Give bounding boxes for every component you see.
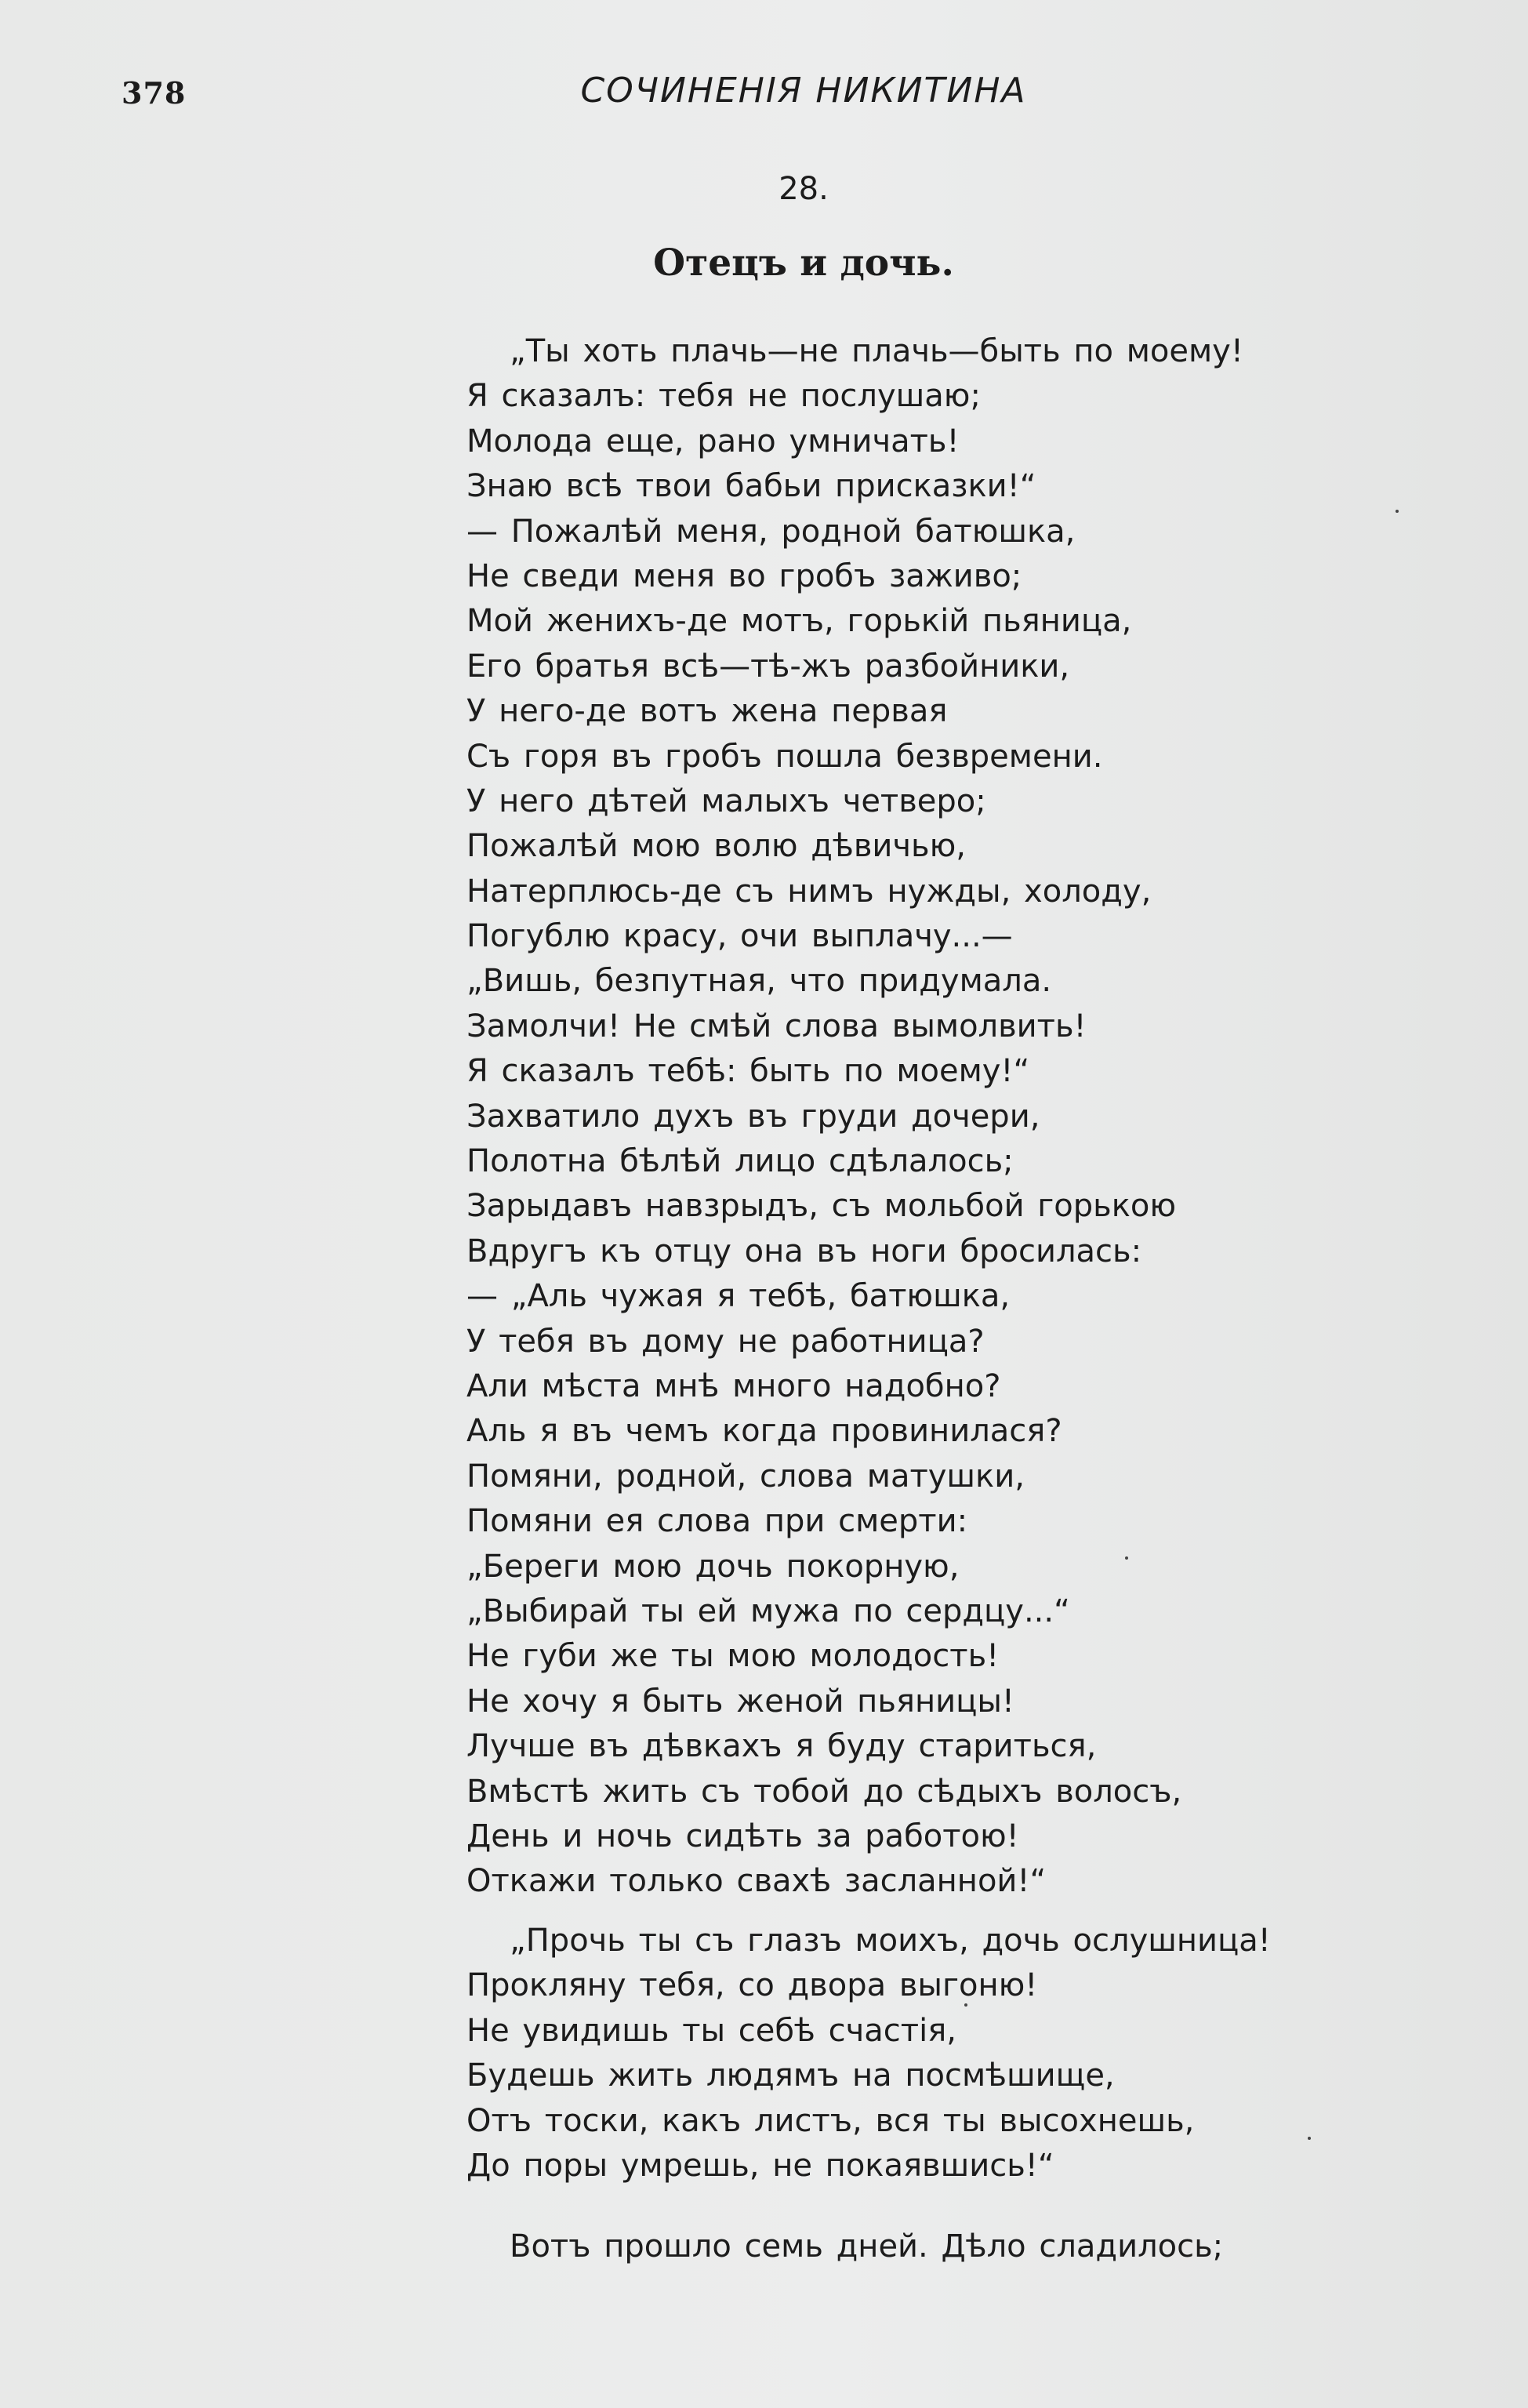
verse-line: Аль я въ чемъ когда провинилася? (466, 1413, 1062, 1450)
verse-line: Не губи же ты мою молодость! (466, 1638, 1000, 1675)
verse-line: Помяни ея слова при смерти: (466, 1503, 968, 1540)
paper-speck (1396, 510, 1399, 513)
verse-line: Замолчи! Не смѣй слова вымолвить! (466, 1008, 1087, 1044)
verse-line: Прокляну тебя, со двора выгоню! (466, 1967, 1038, 2004)
verse-line: Я сказалъ: тебя не послушаю; (466, 378, 981, 415)
verse-line: День и ночь сидѣть за работою! (466, 1818, 1019, 1854)
verse-line: У тебя въ дому не работница? (466, 1323, 985, 1360)
verse-line: Али мѣста мнѣ много надобно? (466, 1367, 1001, 1404)
stanza-2 (466, 1919, 1271, 2188)
paper-speck (964, 2003, 967, 2007)
verse-line: Откажи только свахѣ засланной!“ (466, 1863, 1047, 1900)
page-number: 378 (122, 75, 187, 111)
verse-line: — „Аль чужая я тебѣ, батюшка, (466, 1278, 1011, 1315)
stanza-3 (466, 2225, 1223, 2269)
verse-line: У него дѣтей малыхъ четверо; (466, 783, 986, 819)
poem-number: 28. (779, 171, 829, 207)
verse-line: Не увидишь ты себѣ счастія, (466, 2012, 956, 2049)
running-head: СОЧИНЕНІЯ НИКИТИНА (580, 71, 1027, 111)
verse-line: „Выбирай ты ей мужа по сердцу...“ (466, 1593, 1070, 1629)
verse-line: „Прочь ты съ глазъ моихъ, дочь ослушница! (510, 1923, 1271, 1959)
verse-line: Помяни, родной, слова матушки, (466, 1458, 1025, 1495)
verse-line: Его братья всѣ—тѣ-жъ разбойники, (466, 648, 1070, 685)
verse-line: До поры умрешь, не покаявшись!“ (466, 2147, 1054, 2184)
verse-line: Вдругъ къ отцу она въ ноги бросилась: (466, 1233, 1142, 1269)
verse-line: Мой женихъ-де мотъ, горькій пьяница, (466, 603, 1132, 640)
verse-line: Отъ тоски, какъ листъ, вся ты высохнешь, (466, 2102, 1195, 2139)
verse-line: „Ты хоть плачь—не плачь—быть по моему! (510, 333, 1243, 369)
verse-line: Зарыдавъ навзрыдъ, съ мольбой горькою (466, 1188, 1177, 1225)
verse-line: „Вишь, безпутная, что придумала. (466, 963, 1052, 1000)
verse-line: Погублю красу, очи выплачу...— (466, 918, 1013, 955)
verse-line: Будешь жить людямъ на посмѣшище, (466, 2058, 1115, 2094)
verse-line: Натерплюсь-де съ нимъ нужды, холоду, (466, 873, 1152, 910)
verse-line: Не сведи меня во гробъ заживо; (466, 558, 1022, 594)
verse-line: У него-де вотъ жена первая (466, 693, 948, 730)
verse-line: Лучше въ дѣвкахъ я буду стариться, (466, 1728, 1097, 1765)
verse-line: Знаю всѣ твои бабьи присказки!“ (466, 468, 1036, 505)
stanza-1 (466, 329, 1243, 1905)
verse-line: „Береги мою дочь покорную, (466, 1548, 960, 1585)
verse-line: Не хочу я быть женой пьяницы! (466, 1683, 1014, 1720)
paper-speck (1308, 2137, 1311, 2140)
paper-speck (1125, 1556, 1128, 1560)
poem-title: Отецъ и дочь. (653, 242, 954, 285)
verse-line: Съ горя въ гробъ пошла безвремени. (466, 738, 1103, 775)
verse-line: Пожалѣй мою волю дѣвичью, (466, 828, 966, 865)
verse-line: Молода еще, рано умничать! (466, 423, 960, 459)
verse-line: Вотъ прошло семь дней. Дѣло сладилось; (510, 2228, 1224, 2265)
verse-line: — Пожалѣй меня, родной батюшка, (466, 513, 1076, 550)
verse-line: Я сказалъ тебѣ: быть по моему!“ (466, 1053, 1030, 1090)
verse-line: Полотна бѣлѣй лицо сдѣлалось; (466, 1143, 1014, 1180)
verse-line: Вмѣстѣ жить съ тобой до сѣдыхъ волосъ, (466, 1773, 1182, 1810)
verse-line: Захватило духъ въ груди дочери, (466, 1098, 1040, 1135)
